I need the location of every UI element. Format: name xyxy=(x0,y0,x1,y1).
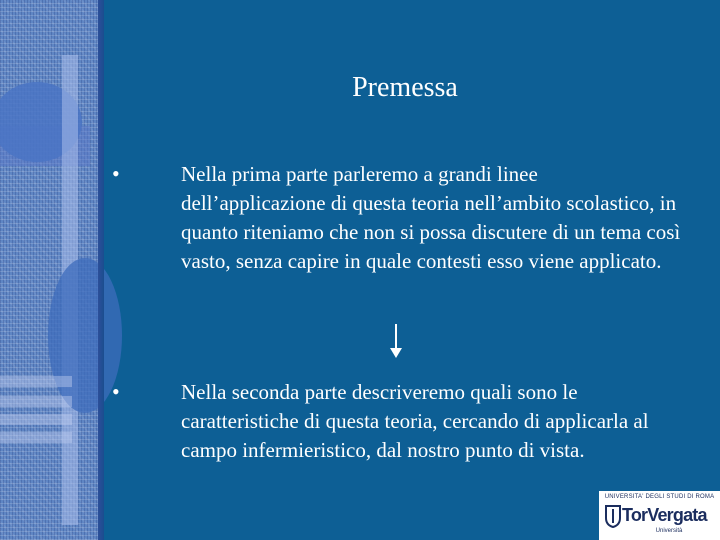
decorative-band xyxy=(0,396,72,407)
decorative-divider xyxy=(98,0,104,540)
logo-sub-text: Università xyxy=(655,528,683,534)
bullet-marker: • xyxy=(112,161,120,186)
decorative-band xyxy=(0,414,72,425)
university-logo xyxy=(599,491,720,540)
bullet-text: Nella prima parte parleremo a grandi linee dell’applicazione di questa teoria nell’ambito scolastico, in quanto riteniamo che non si possa discutere di un tema così vasto, senza capire in quale contesti esso viene applicato. xyxy=(181,162,681,273)
down-arrow-icon xyxy=(386,322,406,360)
decorative-band xyxy=(0,432,72,443)
logo-name: TorVergata xyxy=(622,505,707,525)
bullet-text: Nella seconda parte descriveremo quali sono le caratteristiche di questa teoria, cercando di applicarla al campo infermieristico, dal nostro punto di vista. xyxy=(181,380,649,462)
decorative-band xyxy=(0,376,72,387)
logo-top-text: UNIVERSITA' DEGLI STUDI DI ROMA xyxy=(604,494,715,500)
bullet-marker: • xyxy=(112,379,120,404)
university-emblem-icon xyxy=(604,504,622,528)
slide-title: Premessa xyxy=(352,72,458,103)
decorative-oval xyxy=(48,258,122,413)
